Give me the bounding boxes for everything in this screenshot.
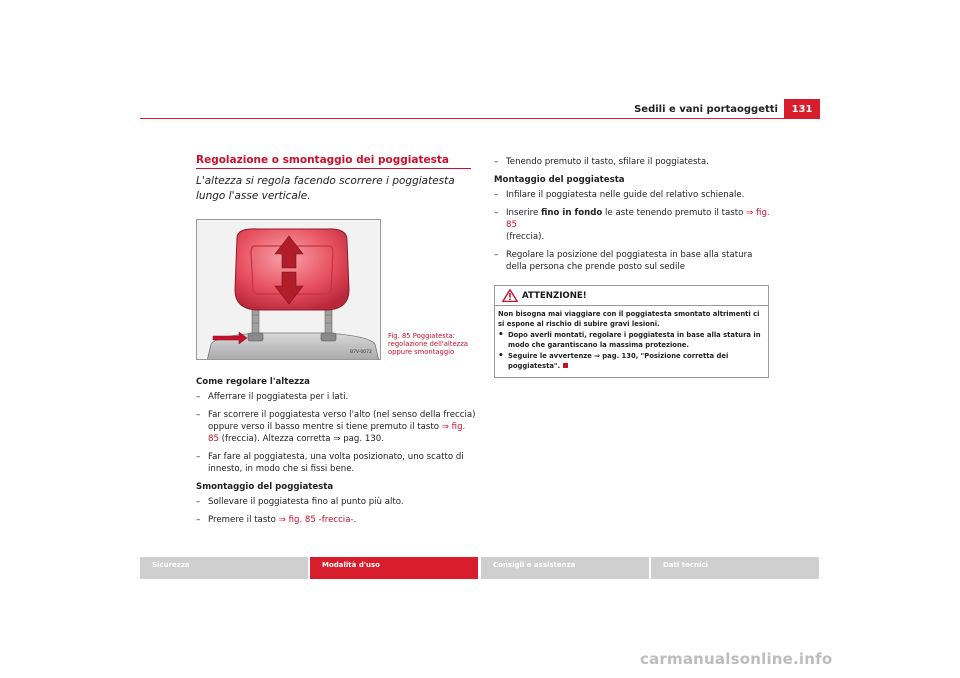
step-text: Regolare la posizione del poggiatesta in base alla statura della persona che prende posto sul sedile xyxy=(506,250,753,272)
step-text: Sollevare il poggiatesta fino al punto più alto. xyxy=(208,497,404,507)
tab-dati-tecnici[interactable]: Dati tecnici xyxy=(651,557,819,579)
end-of-section-marker xyxy=(563,363,568,368)
emphasis-text: fino in fondo xyxy=(541,208,603,218)
warning-bullet xyxy=(498,352,764,371)
step-insert-guides xyxy=(494,189,774,201)
step-text: (freccia). Altezza corretta ⇒ pag. 130. xyxy=(221,434,384,444)
fig-85-arrow-link[interactable]: ⇒ fig. 85 -freccia- xyxy=(278,515,354,525)
section-intro: L'altezza si regola facendo scorrere i poggiatesta lungo l'asse verticale. xyxy=(196,175,455,202)
step-insert-rods xyxy=(494,207,774,243)
warning-bullet-text: Dopo averli montati, regolare i poggiatesta in base alla statura in modo che garantiscano la massima protezione. xyxy=(508,331,761,349)
headrest-illustration xyxy=(197,220,381,360)
warning-header xyxy=(495,286,768,306)
figure-code: B7V-0072 xyxy=(350,350,372,355)
section-title: Regolazione o smontaggio dei poggiatesta xyxy=(196,154,449,166)
step-text: Afferrare il poggiatesta per i lati. xyxy=(208,392,349,402)
warning-triangle-icon xyxy=(502,289,518,302)
tab-modalita-uso[interactable]: Modalità d'uso xyxy=(310,557,478,579)
step-text: Premere il tasto xyxy=(208,515,276,525)
step-adjust-position xyxy=(494,249,774,273)
headrest-figure xyxy=(196,219,381,360)
step-text: Infilare il poggiatesta nelle guide del relativo schienale. xyxy=(506,190,745,200)
tab-consigli-assistenza[interactable]: Consigli e assistenza xyxy=(481,557,649,579)
section-title-rule xyxy=(196,168,471,169)
warning-paragraph: Non bisogna mai viaggiare con il poggiatesta smontato altrimenti ci si espone al rischio di subire gravi lesioni. xyxy=(498,310,760,328)
fig-85-link[interactable]: ⇒ fig. 85 xyxy=(208,422,466,444)
left-column xyxy=(196,376,476,526)
warning-title: ATTENZIONE! xyxy=(522,291,587,301)
warning-body xyxy=(495,306,768,372)
warning-bullet-text: Seguire le avvertenze ⇒ pag. 130, "Posizione corretta dei poggiatesta". xyxy=(508,352,729,370)
step-raise xyxy=(196,496,476,508)
subheading-adjust: Come regolare l'altezza xyxy=(196,377,310,387)
figure-caption: Fig. 85 Poggiatesta: regolazione dell'altezza oppure smontaggio xyxy=(388,332,468,356)
fig-85-link[interactable]: ⇒ fig. 85 xyxy=(506,208,770,230)
step-slide xyxy=(196,409,476,445)
step-pull-out xyxy=(494,156,774,168)
step-text: . xyxy=(353,515,357,525)
step-text: Tenendo premuto il tasto, sfilare il poggiatesta. xyxy=(506,157,709,167)
tab-sicurezza[interactable]: Sicurezza xyxy=(140,557,308,579)
page-number: 131 xyxy=(784,99,820,119)
step-engage xyxy=(196,451,476,475)
watermark: carmanualsonline.info xyxy=(640,650,833,668)
subheading-remove: Smontaggio del poggiatesta xyxy=(196,482,334,492)
step-text: Far scorrere il poggiatesta verso l'alto (nel senso della freccia) oppure verso il basso mentre si tiene premuto il tasto xyxy=(208,410,476,432)
step-press xyxy=(196,514,476,526)
step-text: Inserire xyxy=(506,208,539,218)
running-head: Sedili e vani portaoggetti xyxy=(634,104,778,115)
subheading-install: Montaggio del poggiatesta xyxy=(494,175,625,185)
step-text: (freccia). xyxy=(506,232,545,242)
header-rule xyxy=(140,118,820,119)
warning-bullet xyxy=(498,331,764,350)
step-text: le aste tenendo premuto il tasto xyxy=(605,208,744,218)
right-column xyxy=(494,156,774,273)
step-grip xyxy=(196,391,476,403)
step-text: Far fare al poggiatesta, una volta posizionato, uno scatto di innesto, in modo che si fissi bene. xyxy=(208,452,464,474)
warning-box xyxy=(494,285,769,378)
